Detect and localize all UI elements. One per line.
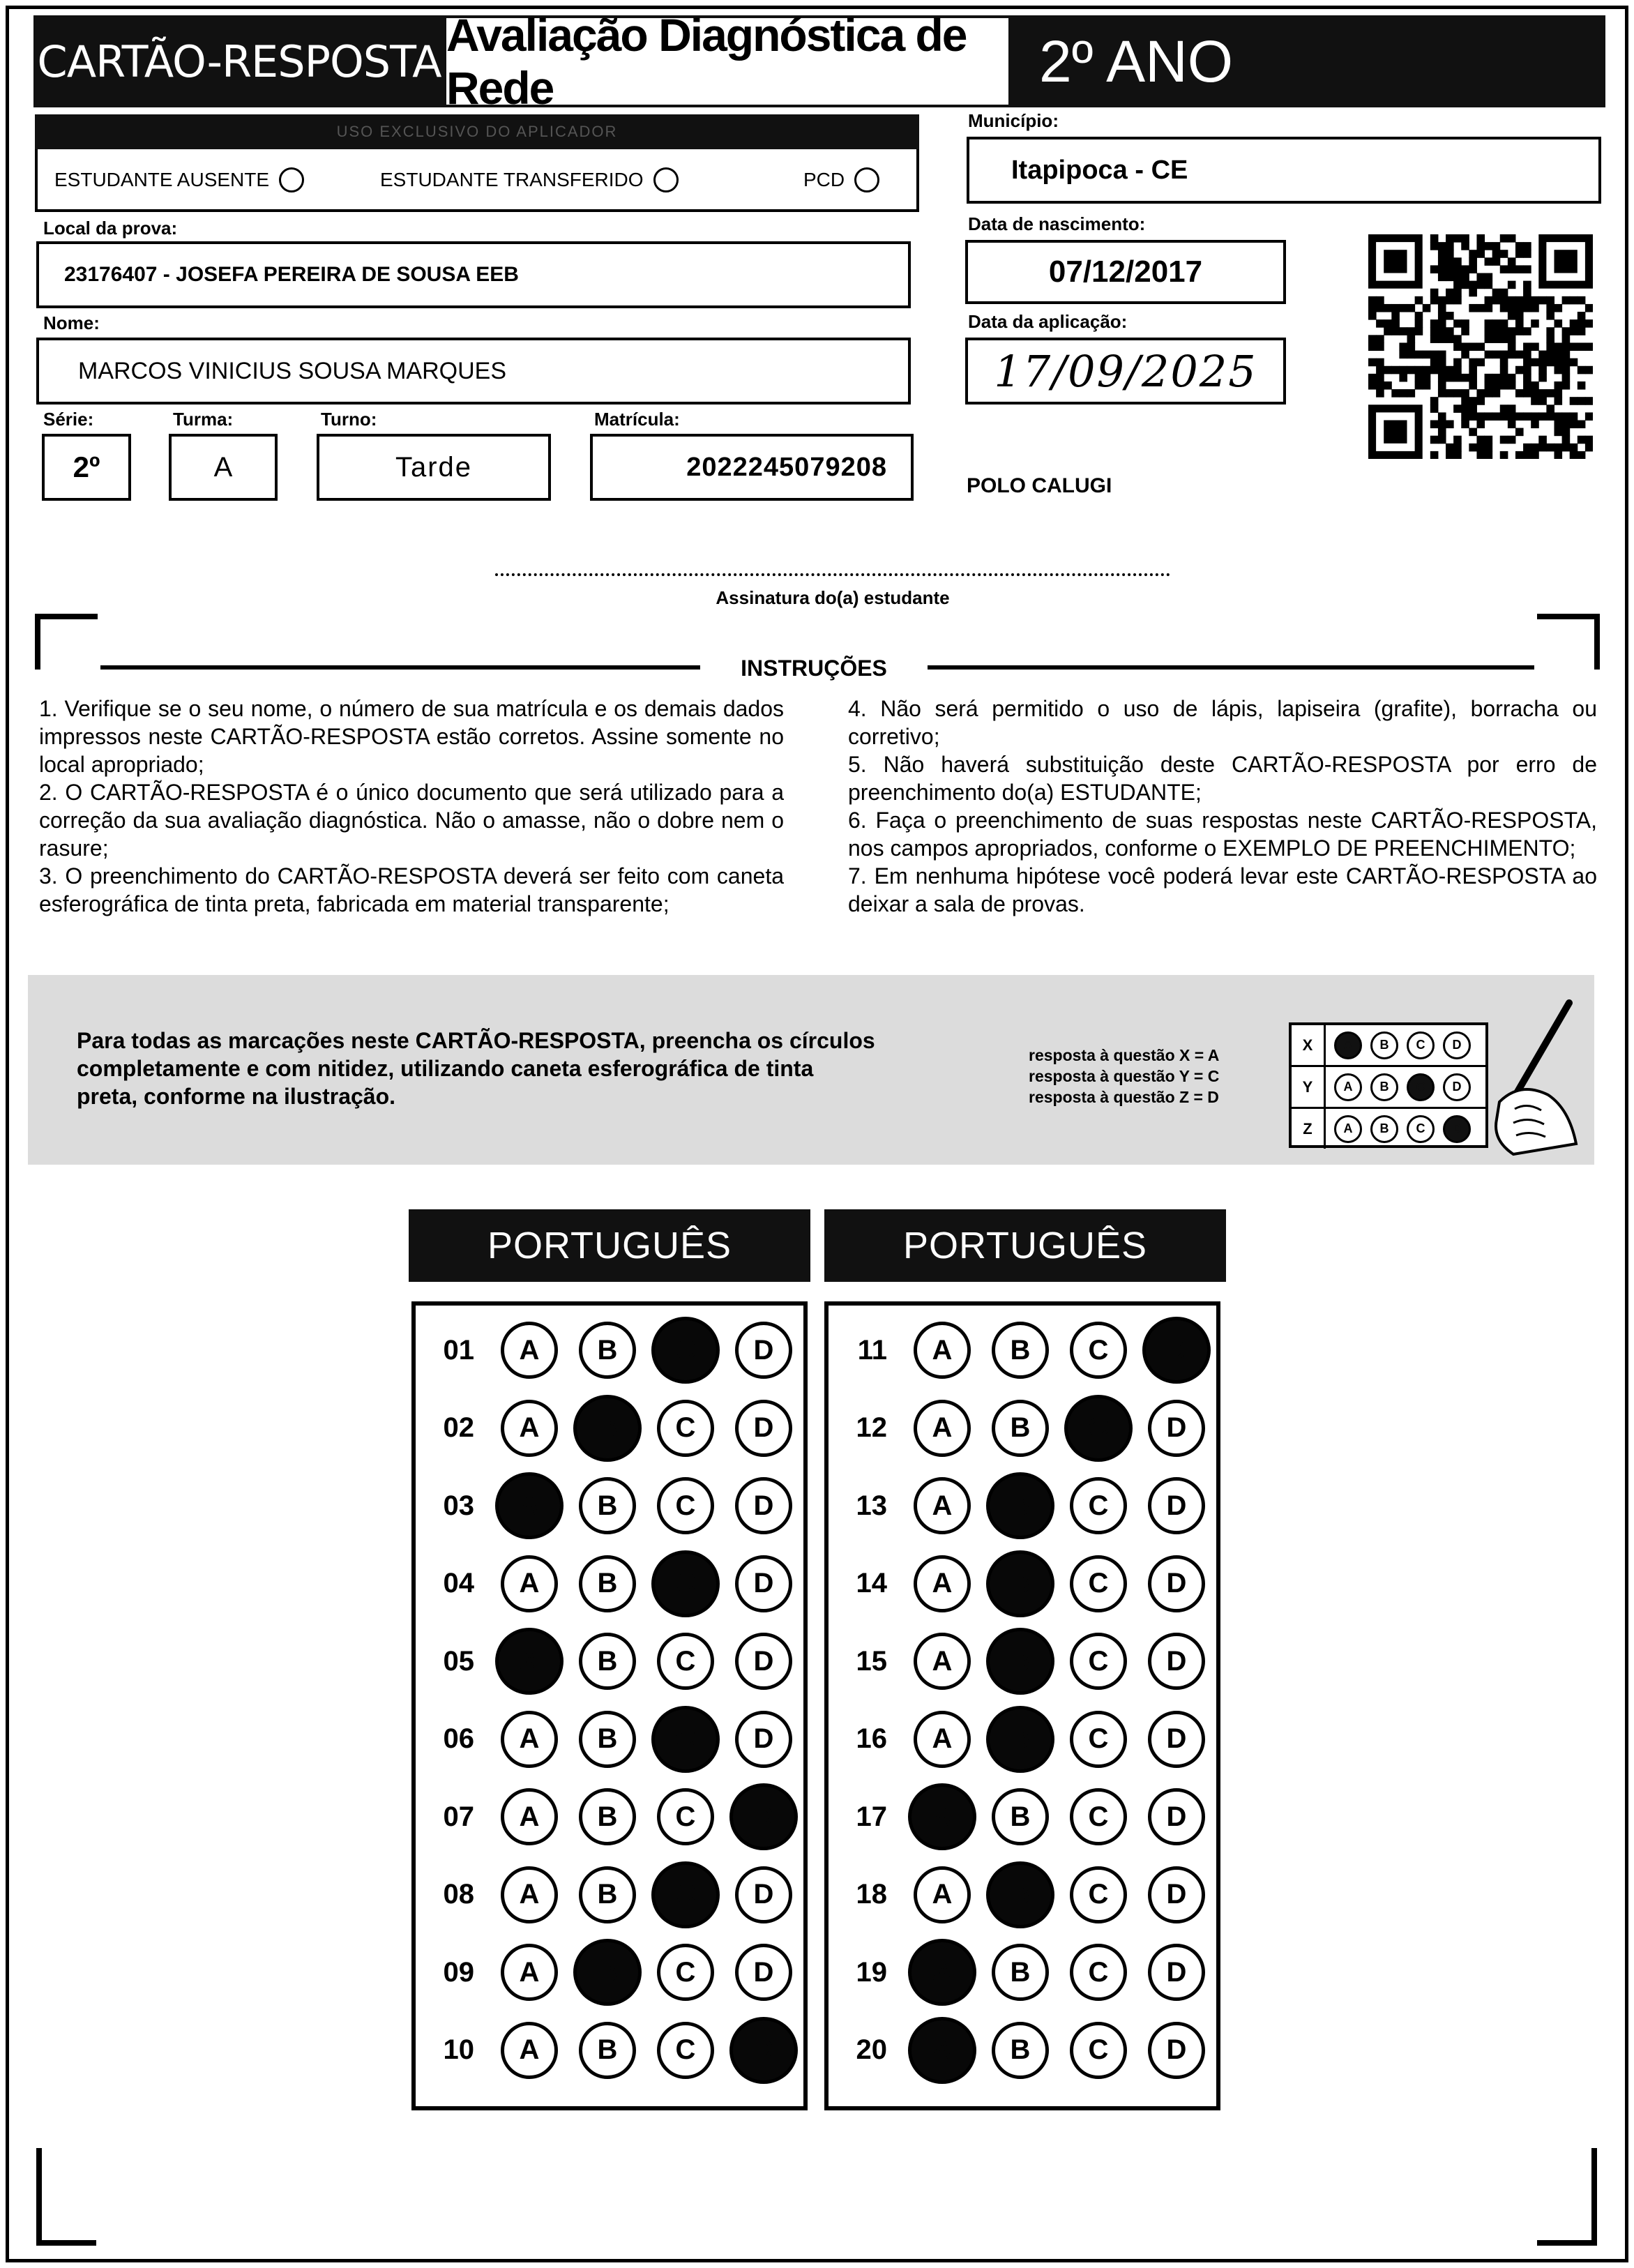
answer-bubble-17-a[interactable]: A bbox=[908, 1783, 976, 1850]
exam-location-field bbox=[36, 241, 911, 308]
question-row-08 bbox=[416, 1861, 792, 1928]
answer-bubble-10-b[interactable]: B bbox=[579, 2022, 636, 2079]
class-value: A bbox=[213, 451, 233, 483]
application-date-value: 17/09/2025 bbox=[994, 345, 1257, 397]
birthdate-field bbox=[965, 240, 1286, 304]
answer-bubble-20-b[interactable]: B bbox=[992, 2022, 1049, 2079]
answer-bubble-03-c[interactable]: C bbox=[657, 1477, 714, 1534]
question-number: 12 bbox=[856, 1412, 887, 1443]
question-row-15 bbox=[829, 1628, 1205, 1695]
name-value: MARCOS VINICIUS SOUSA MARQUES bbox=[78, 357, 506, 384]
answer-bubble-18-c[interactable]: C bbox=[1070, 1866, 1127, 1923]
question-number: 06 bbox=[443, 1723, 474, 1754]
question-number: 09 bbox=[443, 1956, 474, 1988]
grade-label: Série: bbox=[43, 409, 94, 430]
answer-bubble-07-a[interactable]: A bbox=[501, 1788, 558, 1845]
qr-code-icon bbox=[1368, 234, 1593, 459]
question-row-10 bbox=[416, 2017, 792, 2084]
question-number: 02 bbox=[443, 1412, 474, 1443]
answer-bubble-04-b[interactable]: B bbox=[579, 1555, 636, 1612]
instruction-7: 7. Em nenhuma hipótese você poderá levar este CARTÃO-RESPOSTA ao deixar a sala de provas. bbox=[848, 863, 1597, 916]
answer-bubble-03-b[interactable]: B bbox=[579, 1477, 636, 1534]
absent-option[interactable] bbox=[54, 167, 304, 192]
section-header-2: PORTUGUÊS bbox=[824, 1209, 1226, 1282]
instructions-title: INSTRUÇÕES bbox=[741, 656, 887, 681]
question-number: 20 bbox=[856, 2034, 887, 2065]
answer-bubble-08-c[interactable]: C bbox=[651, 1861, 720, 1928]
answer-bubble-09-c[interactable]: C bbox=[657, 1944, 714, 2001]
instruction-4: 4. Não será permitido o uso de lápis, lapiseira (grafite), borracha ou corretivo; bbox=[848, 696, 1597, 749]
answer-bubble-12-a[interactable]: A bbox=[914, 1400, 971, 1457]
pen-hand-icon bbox=[1472, 997, 1583, 1158]
answer-bubble-05-a[interactable]: A bbox=[495, 1628, 563, 1695]
answer-bubble-17-d[interactable]: D bbox=[1148, 1788, 1205, 1845]
name-label: Nome: bbox=[43, 312, 100, 333]
shift-label: Turno: bbox=[321, 409, 377, 430]
example-bubble-b: B bbox=[1370, 1031, 1398, 1059]
answer-bubble-18-d[interactable]: D bbox=[1148, 1866, 1205, 1923]
question-number: 14 bbox=[856, 1568, 887, 1598]
pcd-label: PCD bbox=[803, 169, 845, 190]
example-bubble-c: C bbox=[1407, 1031, 1435, 1059]
answer-bubble-13-c[interactable]: C bbox=[1070, 1477, 1127, 1534]
answer-bubble-09-a[interactable]: A bbox=[501, 1944, 558, 2001]
answer-bubble-20-c[interactable]: C bbox=[1070, 2022, 1127, 2079]
question-row-18 bbox=[829, 1861, 1205, 1928]
answer-bubble-10-d[interactable]: D bbox=[729, 2017, 798, 2084]
example-row-z bbox=[1292, 1109, 1485, 1149]
answer-bubble-13-b[interactable]: B bbox=[986, 1472, 1054, 1539]
question-row-16 bbox=[829, 1706, 1205, 1773]
example-bubble-d: D bbox=[1443, 1073, 1471, 1101]
answer-bubble-18-a[interactable]: A bbox=[914, 1866, 971, 1923]
question-row-09 bbox=[416, 1939, 792, 2006]
header-card-title: CARTÃO-RESPOSTA bbox=[37, 36, 441, 87]
question-row-02 bbox=[416, 1395, 792, 1462]
example-row-y bbox=[1292, 1067, 1485, 1109]
question-number: 13 bbox=[856, 1490, 887, 1521]
answer-bubble-18-b[interactable]: B bbox=[986, 1861, 1054, 1928]
example-bubble-a: A bbox=[1334, 1115, 1362, 1143]
answer-bubble-04-a[interactable]: A bbox=[501, 1555, 558, 1612]
signature-line bbox=[495, 573, 1170, 576]
answer-bubble-11-c[interactable]: C bbox=[1070, 1322, 1127, 1379]
instruction-2: 2. O CARTÃO-RESPOSTA é o único documento que será utilizado para a correção da sua avaliação diagnóstica. Não o amasse, não o dobre nem o rasure; bbox=[39, 780, 784, 861]
absent-label: ESTUDANTE AUSENTE bbox=[54, 169, 270, 190]
header-exam-title: Avaliação Diagnóstica de Rede bbox=[446, 18, 1008, 105]
question-row-20 bbox=[829, 2017, 1205, 2084]
example-bubble-b: B bbox=[1370, 1073, 1398, 1101]
answer-bubble-17-b[interactable]: B bbox=[992, 1788, 1049, 1845]
question-number: 17 bbox=[856, 1801, 887, 1832]
answer-bubble-03-d[interactable]: D bbox=[735, 1477, 792, 1534]
enrollment-label: Matrícula: bbox=[594, 409, 680, 430]
answer-bubble-07-d[interactable]: D bbox=[729, 1783, 798, 1850]
transferred-label: ESTUDANTE TRANSFERIDO bbox=[380, 169, 644, 190]
pcd-option[interactable] bbox=[803, 167, 879, 192]
question-row-14 bbox=[829, 1550, 1205, 1617]
answer-bubble-06-a[interactable]: A bbox=[501, 1711, 558, 1768]
instruction-5: 5. Não haverá substituição deste CARTÃO-RESPOSTA por erro de preenchimento do(a) ESTUDANTE; bbox=[848, 752, 1597, 805]
question-row-04 bbox=[416, 1550, 792, 1617]
signature-label: Assinatura do(a) estudante bbox=[716, 587, 950, 608]
birthdate-value: 07/12/2017 bbox=[1048, 255, 1203, 289]
polo-text: POLO CALUGI bbox=[967, 474, 1112, 497]
example-bubble-c: C bbox=[1407, 1073, 1435, 1101]
answer-bubble-13-a[interactable]: A bbox=[914, 1477, 971, 1534]
answer-bubble-08-a[interactable]: A bbox=[501, 1866, 558, 1923]
example-row-label: Y bbox=[1292, 1067, 1326, 1107]
pcd-radio[interactable] bbox=[854, 167, 879, 192]
question-row-17 bbox=[829, 1783, 1205, 1850]
question-row-11 bbox=[829, 1317, 1205, 1384]
instruction-3: 3. O preenchimento do CARTÃO-RESPOSTA deverá ser feito com caneta esferográfica de tinta preta, fabricada em material transparente; bbox=[39, 863, 784, 916]
question-number: 07 bbox=[443, 1801, 474, 1832]
corner-mark-bottom-left bbox=[36, 2148, 96, 2246]
answer-bubble-12-c[interactable]: C bbox=[1064, 1395, 1133, 1462]
question-number: 16 bbox=[856, 1723, 887, 1754]
answer-panel-1 bbox=[411, 1301, 808, 2110]
answer-bubble-01-d[interactable]: D bbox=[735, 1322, 792, 1379]
example-bubble-c: C bbox=[1407, 1115, 1435, 1143]
answer-bubble-04-d[interactable]: D bbox=[735, 1555, 792, 1612]
question-row-06 bbox=[416, 1706, 792, 1773]
answer-bubble-05-d[interactable]: D bbox=[735, 1633, 792, 1690]
answer-bubble-14-b[interactable]: B bbox=[986, 1550, 1054, 1617]
question-number: 03 bbox=[443, 1490, 474, 1521]
application-date-field bbox=[965, 338, 1286, 405]
municipality-field bbox=[967, 137, 1601, 204]
question-number: 01 bbox=[443, 1334, 474, 1366]
answer-bubble-13-d[interactable]: D bbox=[1148, 1477, 1205, 1534]
instructions-right-column bbox=[848, 695, 1597, 918]
example-row-x bbox=[1292, 1025, 1485, 1067]
instructions-rule-left bbox=[100, 665, 700, 670]
answer-bubble-16-c[interactable]: C bbox=[1070, 1711, 1127, 1768]
example-row-label: X bbox=[1292, 1025, 1326, 1065]
legend-line-x: resposta à questão X = A bbox=[1029, 1046, 1220, 1064]
answer-bubble-01-c[interactable]: C bbox=[651, 1317, 720, 1384]
answer-bubble-03-a[interactable]: A bbox=[495, 1472, 563, 1539]
answer-bubble-17-c[interactable]: C bbox=[1070, 1788, 1127, 1845]
example-bubble-a: A bbox=[1334, 1073, 1362, 1101]
answer-bubble-05-b[interactable]: B bbox=[579, 1633, 636, 1690]
enrollment-value: 2022245079208 bbox=[686, 452, 887, 482]
answer-bubble-14-c[interactable]: C bbox=[1070, 1555, 1127, 1612]
answer-bubble-19-d[interactable]: D bbox=[1148, 1944, 1205, 2001]
class-label: Turma: bbox=[173, 409, 234, 430]
applicator-title: USO EXCLUSIVO DO APLICADOR bbox=[35, 114, 919, 149]
answer-bubble-15-a[interactable]: A bbox=[914, 1633, 971, 1690]
application-date-label: Data da aplicação: bbox=[968, 311, 1128, 332]
answer-bubble-09-b[interactable]: B bbox=[573, 1939, 642, 2006]
question-number: 11 bbox=[857, 1334, 887, 1366]
question-number: 15 bbox=[856, 1645, 887, 1677]
question-number: 18 bbox=[856, 1879, 887, 1910]
answer-bubble-06-c[interactable]: C bbox=[651, 1706, 720, 1773]
answer-bubble-11-b[interactable]: B bbox=[992, 1322, 1049, 1379]
question-number: 04 bbox=[443, 1568, 474, 1598]
answer-bubble-10-a[interactable]: A bbox=[501, 2022, 558, 2079]
question-row-19 bbox=[829, 1939, 1205, 2006]
grade-field bbox=[42, 434, 131, 501]
answer-bubble-15-d[interactable]: D bbox=[1148, 1633, 1205, 1690]
answer-bubble-11-a[interactable]: A bbox=[914, 1322, 971, 1379]
example-bubble-d: D bbox=[1443, 1031, 1471, 1059]
class-field bbox=[169, 434, 278, 501]
answer-bubble-05-c[interactable]: C bbox=[657, 1633, 714, 1690]
answer-bubble-08-b[interactable]: B bbox=[579, 1866, 636, 1923]
answer-bubble-11-d[interactable]: D bbox=[1142, 1317, 1211, 1384]
question-number: 08 bbox=[443, 1879, 474, 1910]
corner-mark-top-left bbox=[35, 614, 98, 670]
absent-radio[interactable] bbox=[279, 167, 304, 192]
answer-bubble-07-b[interactable]: B bbox=[579, 1788, 636, 1845]
municipality-label: Município: bbox=[968, 110, 1059, 131]
exam-location-value: 23176407 - JOSEFA PEREIRA DE SOUSA EEB bbox=[64, 263, 519, 286]
example-row-label: Z bbox=[1292, 1109, 1326, 1149]
instruction-1: 1. Verifique se o seu nome, o número de sua matrícula e os demais dados impressos neste CARTÃO-RESPOSTA estão corretos. Assine somente no local apropriado; bbox=[39, 696, 784, 777]
section-header-1: PORTUGUÊS bbox=[409, 1209, 810, 1282]
answer-bubble-14-d[interactable]: D bbox=[1148, 1555, 1205, 1612]
answer-bubble-15-b[interactable]: B bbox=[986, 1628, 1054, 1695]
example-bubble-a: A bbox=[1334, 1031, 1362, 1059]
answer-bubble-16-d[interactable]: D bbox=[1148, 1711, 1205, 1768]
answer-bubble-12-b[interactable]: B bbox=[992, 1400, 1049, 1457]
answer-bubble-01-b[interactable]: B bbox=[579, 1322, 636, 1379]
answer-bubble-02-d[interactable]: D bbox=[735, 1400, 792, 1457]
answer-bubble-12-d[interactable]: D bbox=[1148, 1400, 1205, 1457]
answer-bubble-14-a[interactable]: A bbox=[914, 1555, 971, 1612]
answer-bubble-19-b[interactable]: B bbox=[992, 1944, 1049, 2001]
answer-bubble-07-c[interactable]: C bbox=[657, 1788, 714, 1845]
example-bubble-d: D bbox=[1443, 1115, 1471, 1143]
question-number: 10 bbox=[443, 2034, 474, 2065]
transferred-option[interactable] bbox=[380, 167, 679, 192]
legend-line-z: resposta à questão Z = D bbox=[1029, 1088, 1219, 1106]
instruction-6: 6. Faça o preenchimento de suas respostas neste CARTÃO-RESPOSTA, nos campos apropriados, conforme o EXEMPLO DE PREENCHIMENTO; bbox=[848, 808, 1597, 861]
answer-bubble-01-a[interactable]: A bbox=[501, 1322, 558, 1379]
shift-field bbox=[317, 434, 551, 501]
answer-bubble-06-d[interactable]: D bbox=[735, 1711, 792, 1768]
instructions-left-column bbox=[39, 695, 784, 918]
question-row-07 bbox=[416, 1783, 792, 1850]
answer-bubble-02-a[interactable]: A bbox=[501, 1400, 558, 1457]
question-number: 19 bbox=[856, 1956, 887, 1988]
fill-example-grid bbox=[1289, 1022, 1488, 1148]
fill-example-legend bbox=[1029, 1045, 1266, 1107]
enrollment-field bbox=[590, 434, 914, 501]
shift-value: Tarde bbox=[395, 451, 473, 483]
answer-bubble-20-d[interactable]: D bbox=[1148, 2022, 1205, 2079]
answer-bubble-06-b[interactable]: B bbox=[579, 1711, 636, 1768]
municipality-value: Itapipoca - CE bbox=[1011, 155, 1188, 185]
question-row-13 bbox=[829, 1472, 1205, 1539]
answer-bubble-02-b[interactable]: B bbox=[573, 1395, 642, 1462]
answer-bubble-19-c[interactable]: C bbox=[1070, 1944, 1127, 2001]
answer-bubble-19-a[interactable]: A bbox=[908, 1939, 976, 2006]
question-row-01 bbox=[416, 1317, 792, 1384]
grade-value: 2º bbox=[73, 451, 100, 483]
answer-bubble-02-c[interactable]: C bbox=[657, 1400, 714, 1457]
answer-bubble-16-a[interactable]: A bbox=[914, 1711, 971, 1768]
answer-bubble-16-b[interactable]: B bbox=[986, 1706, 1054, 1773]
answer-bubble-10-c[interactable]: C bbox=[657, 2022, 714, 2079]
legend-line-y: resposta à questão Y = C bbox=[1029, 1067, 1220, 1085]
instructions-rule-right bbox=[928, 665, 1534, 670]
answer-bubble-09-d[interactable]: D bbox=[735, 1944, 792, 2001]
question-number: 05 bbox=[443, 1645, 474, 1677]
answer-panel-2 bbox=[824, 1301, 1220, 2110]
question-row-03 bbox=[416, 1472, 792, 1539]
fill-example-text: Para todas as marcações neste CARTÃO-RESPOSTA, preencha os círculos completamente e com nitidez, utilizando caneta esferográfica de tinta preta, conforme na ilustração. bbox=[77, 1028, 875, 1109]
answer-bubble-08-d[interactable]: D bbox=[735, 1866, 792, 1923]
answer-bubble-15-c[interactable]: C bbox=[1070, 1633, 1127, 1690]
question-row-12 bbox=[829, 1395, 1205, 1462]
example-bubble-b: B bbox=[1370, 1115, 1398, 1143]
answer-bubble-04-c[interactable]: C bbox=[651, 1550, 720, 1617]
corner-mark-bottom-right bbox=[1537, 2148, 1597, 2246]
header-grade: 2º ANO bbox=[1039, 28, 1234, 94]
corner-mark-top-right bbox=[1537, 614, 1600, 670]
birthdate-label: Data de nascimento: bbox=[968, 213, 1146, 234]
exam-location-label: Local da prova: bbox=[43, 218, 178, 239]
transferred-radio[interactable] bbox=[653, 167, 679, 192]
name-field bbox=[36, 338, 911, 405]
answer-bubble-20-a[interactable]: A bbox=[908, 2017, 976, 2084]
question-row-05 bbox=[416, 1628, 792, 1695]
